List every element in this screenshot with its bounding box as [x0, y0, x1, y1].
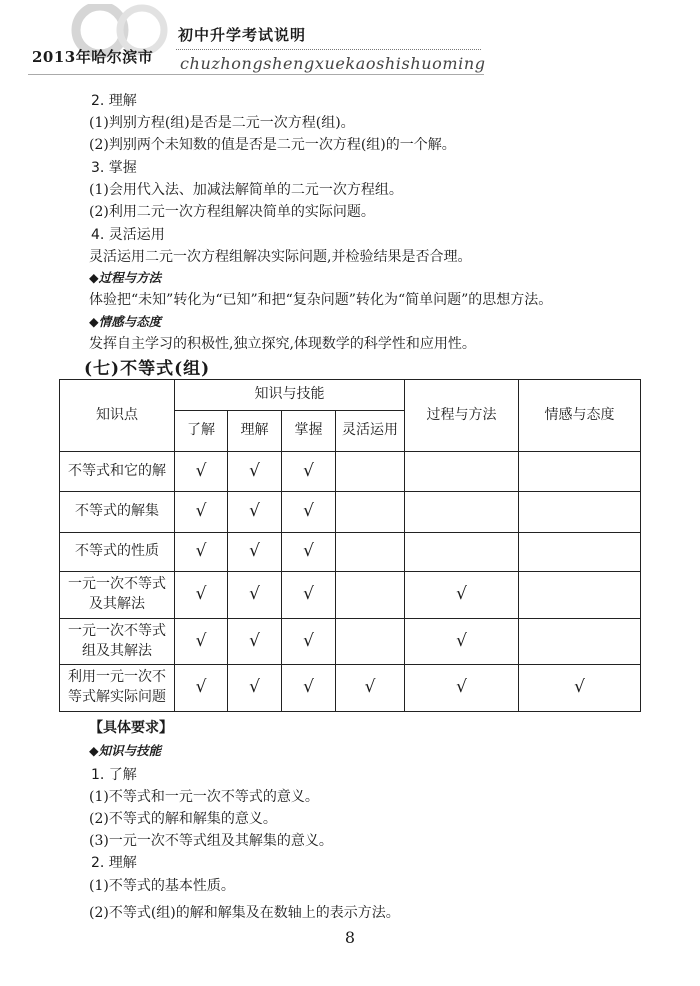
header-knowledge-skill: 知识与技能	[175, 380, 405, 411]
check-cell: √	[228, 492, 282, 533]
text-line: (1)会用代入法、加减法解简单的二元一次方程组。	[89, 182, 403, 198]
table-row	[60, 533, 641, 572]
text-line: (2)不等式(组)的解和解集及在数轴上的表示方法。	[89, 905, 400, 921]
header-rule	[28, 74, 484, 75]
row-label: 一元一次不等式及其解法	[60, 572, 175, 619]
header-title: 初中升学考试说明	[178, 26, 307, 44]
check-cell	[405, 533, 519, 572]
knowledge-table	[59, 379, 641, 712]
row-label: 一元一次不等式组及其解法	[60, 619, 175, 665]
check-cell: √	[228, 619, 282, 665]
text-line: (1)不等式的基本性质。	[89, 878, 235, 894]
check-cell	[336, 533, 405, 572]
text-line: 体验把“未知”转化为“已知”和把“复杂问题”转化为“简单问题”的思想方法。	[89, 292, 553, 308]
check-cell	[519, 452, 641, 492]
check-cell: √	[175, 533, 228, 572]
subheading-emotion-attitude: ◆情感与态度	[89, 314, 162, 329]
header-process-method: 过程与方法	[405, 380, 519, 452]
check-cell: √	[405, 619, 519, 665]
check-cell: √	[175, 452, 228, 492]
check-cell	[336, 452, 405, 492]
check-cell: √	[282, 533, 336, 572]
check-cell	[336, 492, 405, 533]
subheader-flexible-use: 灵活运用	[336, 411, 405, 452]
page-number: 8	[344, 928, 356, 947]
heading-understand: 2. 理解	[91, 93, 137, 109]
row-label: 不等式的性质	[60, 533, 175, 572]
check-cell: √	[519, 665, 641, 712]
heading-flexible-use: 4. 灵活运用	[91, 227, 165, 243]
text-line: (1)判别方程(组)是否是二元一次方程(组)。	[89, 115, 355, 131]
header-knowledge-point: 知识点	[60, 380, 175, 452]
heading-know: 1. 了解	[91, 767, 137, 783]
check-cell: √	[282, 619, 336, 665]
check-cell	[336, 572, 405, 619]
check-cell: √	[175, 665, 228, 712]
check-cell: √	[175, 572, 228, 619]
check-cell	[336, 619, 405, 665]
check-cell	[519, 533, 641, 572]
row-label: 不等式的解集	[60, 492, 175, 533]
header-emotion-attitude: 情感与态度	[519, 380, 641, 452]
table-row	[60, 492, 641, 533]
table-row	[60, 572, 641, 619]
row-label: 利用一元一次不等式解实际问题	[60, 665, 175, 712]
header-year-city: 2013年哈尔滨市	[32, 48, 154, 66]
heading-understand: 2. 理解	[91, 855, 137, 871]
check-cell	[519, 619, 641, 665]
subheader-master: 掌握	[282, 411, 336, 452]
check-cell: √	[282, 665, 336, 712]
specific-requirements-label: 【具体要求】	[89, 720, 173, 736]
check-cell	[519, 492, 641, 533]
subheading-knowledge-skill: ◆知识与技能	[89, 743, 162, 758]
subheader-understand: 理解	[228, 411, 282, 452]
text-line: (2)利用二元一次方程组解决简单的实际问题。	[89, 204, 375, 220]
table-row	[60, 665, 641, 712]
check-cell	[405, 492, 519, 533]
check-cell: √	[228, 665, 282, 712]
check-cell: √	[228, 533, 282, 572]
heading-master: 3. 掌握	[91, 160, 137, 176]
table-row	[60, 452, 641, 492]
text-line: (2)不等式的解和解集的意义。	[89, 811, 277, 827]
check-cell: √	[282, 492, 336, 533]
text-line: (1)不等式和一元一次不等式的意义。	[89, 789, 319, 805]
check-cell: √	[175, 619, 228, 665]
check-cell: √	[228, 452, 282, 492]
text-line: (3)一元一次不等式组及其解集的意义。	[89, 833, 333, 849]
check-cell: √	[282, 572, 336, 619]
header-dotted-rule	[176, 49, 481, 50]
check-cell: √	[405, 665, 519, 712]
text-line: 灵活运用二元一次方程组解决实际问题,并检验结果是否合理。	[89, 249, 472, 265]
header-pinyin: chuzhongshengxuekaoshishuoming	[180, 54, 486, 73]
table-row	[60, 619, 641, 665]
check-cell: √	[282, 452, 336, 492]
text-line: 发挥自主学习的积极性,独立探究,体现数学的科学性和应用性。	[89, 336, 476, 352]
check-cell: √	[336, 665, 405, 712]
subheader-know: 了解	[175, 411, 228, 452]
section-title: (七)不等式(组)	[84, 359, 211, 379]
check-cell	[405, 452, 519, 492]
text-line: (2)判别两个未知数的值是否是二元一次方程(组)的一个解。	[89, 137, 456, 153]
check-cell: √	[175, 492, 228, 533]
subheading-process-method: ◆过程与方法	[89, 270, 162, 285]
row-label: 不等式和它的解	[60, 452, 175, 492]
check-cell	[519, 572, 641, 619]
check-cell: √	[228, 572, 282, 619]
check-cell: √	[405, 572, 519, 619]
